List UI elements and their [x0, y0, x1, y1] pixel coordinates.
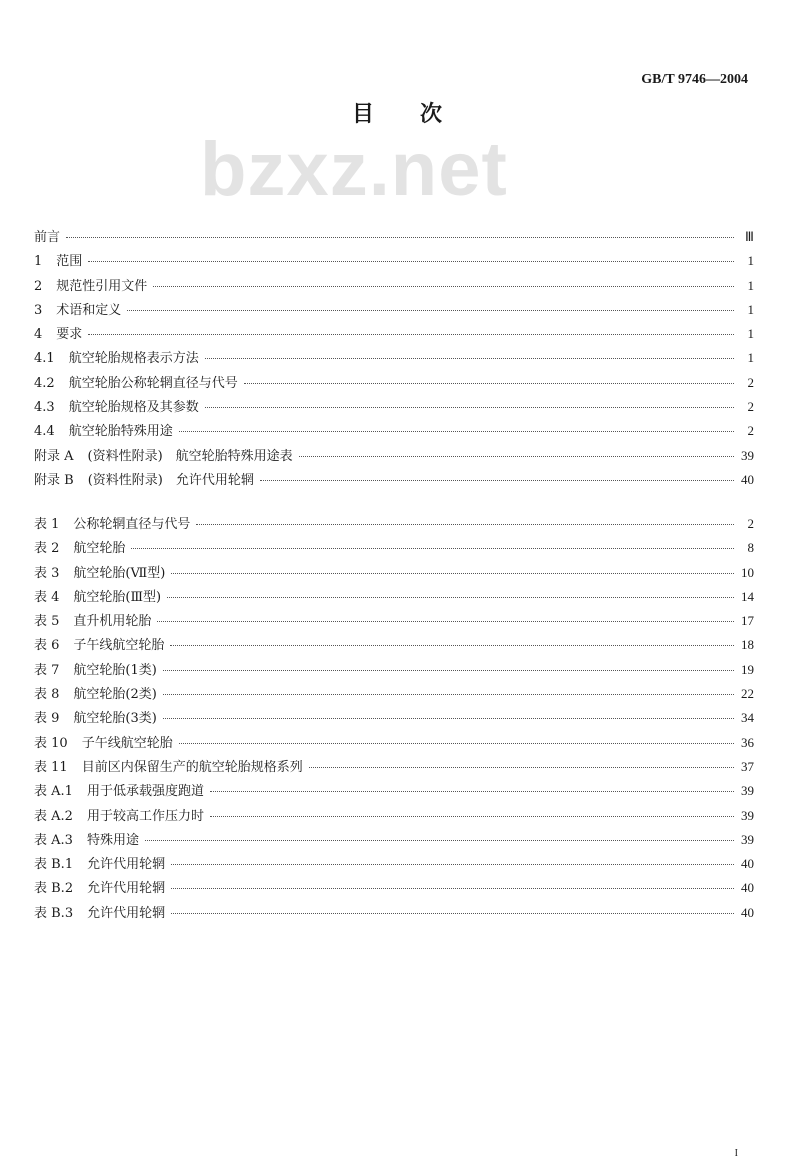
toc-entry[interactable] — [34, 829, 754, 853]
leader-dots — [171, 573, 734, 574]
entry-number: 表 A.1 — [34, 784, 73, 800]
entry-label: 航空轮胎特殊用途 — [68, 424, 173, 440]
leader-dots — [244, 383, 734, 384]
page-title: 目次 — [351, 101, 488, 127]
entry-label: 航空轮胎规格表示方法 — [68, 351, 199, 367]
entry-label: (资料性附录) 允许代用轮辋 — [87, 472, 254, 488]
toc-entry[interactable] — [34, 299, 754, 323]
entry-number: 4.2 — [34, 375, 55, 391]
entry-page: Ⅲ — [745, 229, 754, 244]
toc-entry[interactable] — [34, 323, 754, 347]
entry-page: 39 — [741, 831, 754, 847]
page-number: I — [734, 1148, 738, 1159]
entry-number: 表 B.2 — [34, 881, 74, 897]
entry-label: 航空轮胎(Ⅶ型) — [73, 565, 166, 581]
entry-page: 36 — [741, 734, 754, 750]
toc-entry[interactable] — [34, 250, 754, 274]
leader-dots — [205, 407, 734, 408]
toc-entry[interactable] — [34, 586, 754, 610]
toc-entry[interactable] — [34, 780, 754, 804]
entry-label: 航空轮胎公称轮辋直径与代号 — [68, 375, 238, 391]
toc-entry[interactable] — [34, 853, 754, 877]
entry-number: 表 9 — [34, 711, 60, 727]
entry-label: 要求 — [56, 327, 83, 343]
entry-page: 40 — [741, 904, 754, 920]
entry-number: 表 4 — [34, 589, 60, 605]
entry-page: 2 — [747, 423, 754, 439]
entry-number: 2 — [34, 278, 43, 294]
toc-entry[interactable] — [34, 902, 754, 926]
leader-dots — [167, 597, 734, 598]
toc-entry[interactable] — [34, 610, 754, 634]
entry-label: 航空轮胎(1类) — [73, 662, 157, 678]
entry-page: 1 — [747, 277, 754, 293]
entry-number: 4.3 — [34, 400, 55, 416]
toc-entry[interactable] — [34, 347, 754, 371]
leader-dots — [88, 334, 734, 335]
leader-dots — [131, 548, 734, 549]
entry-number: 表 6 — [34, 638, 60, 654]
leader-dots — [163, 694, 734, 695]
toc-entry[interactable] — [34, 420, 754, 444]
entry-number: 表 A.2 — [34, 808, 73, 824]
contents-list — [34, 226, 754, 493]
entry-page: 2 — [747, 516, 754, 531]
entry-label: 子午线航空轮胎 — [81, 735, 173, 751]
entry-number: 表 5 — [34, 614, 60, 630]
toc-entry[interactable] — [34, 226, 754, 250]
leader-dots — [127, 310, 734, 311]
toc-entry[interactable] — [34, 756, 754, 780]
entry-label: 航空轮胎规格及其参数 — [68, 400, 199, 416]
entry-label: 航空轮胎(3类) — [73, 711, 157, 727]
entry-number: 表 11 — [34, 759, 68, 775]
entry-number: 4.4 — [34, 424, 55, 440]
entry-number: 1 — [34, 254, 43, 270]
entry-page: 1 — [747, 326, 754, 342]
entry-page: 1 — [747, 301, 754, 317]
entry-page: 39 — [741, 783, 754, 799]
entry-number: 附录 B — [34, 472, 74, 488]
leader-dots — [171, 888, 734, 889]
entry-label: 允许代用轮辋 — [87, 905, 166, 921]
entry-label: 允许代用轮辋 — [87, 881, 166, 897]
entry-label: 范围 — [56, 254, 83, 270]
toc-entry[interactable] — [34, 877, 754, 901]
toc-entry[interactable] — [34, 707, 754, 731]
entry-page: 40 — [741, 880, 754, 896]
toc-entry[interactable] — [34, 275, 754, 299]
toc-entry[interactable] — [34, 732, 754, 756]
leader-dots — [145, 840, 734, 841]
leader-dots — [179, 431, 734, 432]
entry-page: 40 — [741, 471, 754, 487]
leader-dots — [179, 743, 734, 744]
entry-label: 允许代用轮辋 — [87, 857, 166, 873]
entry-page: 1 — [747, 350, 754, 366]
entry-number: 4.1 — [34, 351, 55, 367]
entry-page: 8 — [747, 540, 754, 556]
toc-entry[interactable] — [34, 634, 754, 658]
entry-number: 表 7 — [34, 662, 60, 678]
entry-page: 34 — [741, 710, 754, 726]
entry-number: 表 3 — [34, 565, 60, 581]
toc-entry[interactable] — [34, 683, 754, 707]
entry-number: 附录 A — [34, 448, 74, 464]
leader-dots — [88, 261, 734, 262]
tables-list — [34, 513, 754, 926]
leader-dots — [66, 237, 734, 238]
standard-number: GB/T 9746—2004 — [641, 72, 748, 87]
entry-number: 表 8 — [34, 687, 60, 703]
entry-label: 特殊用途 — [86, 832, 139, 848]
toc-entry[interactable] — [34, 537, 754, 561]
entry-label: 前言 — [34, 230, 61, 245]
entry-number: 表 B.1 — [34, 857, 74, 873]
entry-label: 用于低承载强度跑道 — [86, 784, 204, 800]
toc-entry[interactable] — [34, 445, 754, 469]
entry-label: (资料性附录) 航空轮胎特殊用途表 — [87, 448, 293, 464]
leader-dots — [299, 456, 734, 457]
leader-dots — [210, 816, 734, 817]
toc-entry[interactable] — [34, 805, 754, 829]
entry-page: 18 — [741, 637, 754, 653]
leader-dots — [260, 480, 734, 481]
leader-dots — [210, 791, 734, 792]
entry-label: 用于较高工作压力时 — [86, 808, 204, 824]
entry-page: 19 — [741, 661, 754, 677]
toc-entry[interactable] — [34, 372, 754, 396]
leader-dots — [205, 358, 734, 359]
entry-page: 2 — [747, 374, 754, 390]
leader-dots — [153, 286, 734, 287]
entry-number: 表 1 — [34, 517, 60, 532]
entry-page: 39 — [741, 807, 754, 823]
leader-dots — [157, 621, 734, 622]
toc-entry[interactable] — [34, 513, 754, 537]
leader-dots — [171, 913, 734, 914]
leader-dots — [171, 864, 734, 865]
entry-page: 14 — [741, 588, 754, 604]
leader-dots — [196, 524, 734, 525]
entry-page: 22 — [741, 686, 754, 702]
entry-page: 37 — [741, 758, 754, 774]
leader-dots — [163, 718, 734, 719]
entry-label: 航空轮胎 — [73, 541, 126, 557]
entry-page: 39 — [741, 447, 754, 463]
entry-label: 公称轮辋直径与代号 — [73, 517, 191, 532]
entry-number: 表 2 — [34, 541, 60, 557]
toc-entry[interactable] — [34, 469, 754, 493]
entry-label: 直升机用轮胎 — [73, 614, 152, 630]
entry-label: 术语和定义 — [56, 302, 122, 318]
entry-label: 规范性引用文件 — [56, 278, 148, 294]
entry-label: 目前区内保留生产的航空轮胎规格系列 — [81, 759, 303, 775]
entry-page: 10 — [741, 564, 754, 580]
entry-page: 1 — [747, 253, 754, 269]
entry-label: 航空轮胎(Ⅲ型) — [73, 589, 162, 605]
entry-label: 子午线航空轮胎 — [73, 638, 165, 654]
entry-number: 表 B.3 — [34, 905, 74, 921]
entry-number: 3 — [34, 302, 43, 318]
leader-dots — [309, 767, 734, 768]
entry-number: 4 — [34, 327, 43, 343]
entry-label: 航空轮胎(2类) — [73, 687, 157, 703]
entry-page: 40 — [741, 856, 754, 872]
toc-entry[interactable] — [34, 659, 754, 683]
leader-dots — [163, 670, 734, 671]
entry-page: 2 — [747, 399, 754, 415]
watermark: bzxz.net — [200, 127, 508, 212]
leader-dots — [170, 645, 734, 646]
entry-number: 表 10 — [34, 735, 68, 751]
entry-number: 表 A.3 — [34, 832, 73, 848]
entry-page: 17 — [741, 613, 754, 629]
toc-entry[interactable] — [34, 396, 754, 420]
toc-entry[interactable] — [34, 562, 754, 586]
